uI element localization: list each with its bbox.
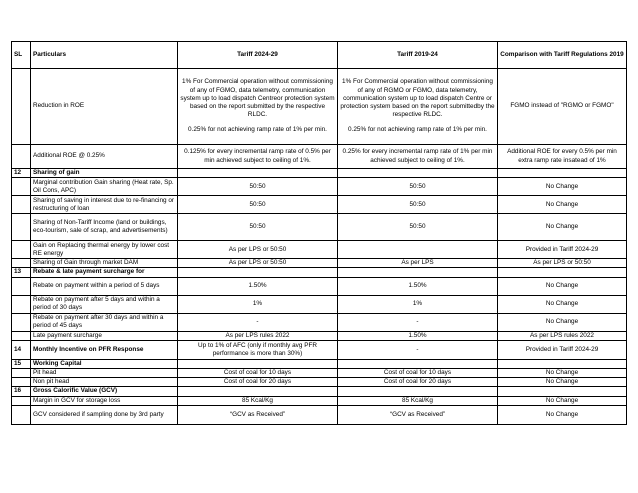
row-tariff-2019: 1.50%	[338, 331, 498, 340]
row-tariff-2024: As per LPS or 50:50	[178, 241, 338, 259]
row-tariff-2024: “GCV as Received”	[178, 405, 338, 424]
row-tariff-2024: Up to 1% of AFC (only if monthly avg PFR performance is more than 30%)	[178, 340, 338, 359]
section-number: 15	[12, 359, 31, 368]
roe-2019-ramp-text: 0.25% for not achieving ramp rate of 1% per min.	[348, 126, 487, 134]
section-row	[12, 359, 627, 368]
row-comparison: No Change	[498, 368, 627, 377]
table-row	[12, 295, 627, 313]
row-comparison: No Change	[498, 396, 627, 405]
row-tariff-2019: 85 Kcal/Kg	[338, 396, 498, 405]
row-particular: GCV considered if sampling done by 3rd party	[31, 405, 178, 424]
section-title: Working Capital	[31, 359, 178, 368]
header-comparison: Comparison with Tariff Regulations 2019	[498, 42, 627, 69]
section-row	[12, 268, 627, 277]
row-particular: Sharing of saving in interest due to re-financing or restructuring of loan	[31, 196, 178, 214]
row-tariff-2024: 85 Kcal/Kg	[178, 396, 338, 405]
row-tariff-2019: 50:50	[338, 214, 498, 241]
row-tariff-2019: -	[338, 313, 498, 331]
row-particular: Marginal contribution Gain sharing (Heat rate, Sp. Oil Cons, APC)	[31, 178, 178, 196]
row-comparison: No Change	[498, 378, 627, 387]
section-number: 13	[12, 268, 31, 277]
row-comparison: Provided in Tariff 2024-29	[498, 340, 627, 359]
table-row	[12, 145, 627, 169]
row-particular: Pit head	[31, 368, 178, 377]
row-tariff-2024: 1%	[178, 295, 338, 313]
row-tariff-2024: As per LPS or 50:50	[178, 259, 338, 268]
row-tariff-2019: 50:50	[338, 178, 498, 196]
row-particular: Late payment surcharge	[31, 331, 178, 340]
roe-2024-main-text: 1% For Commercial operation without commissioning of any of FGMO, data telemetry, communication system up to load dispatch Centreor protection system based on the report submitted by the respective RLDC.	[180, 78, 335, 119]
table-row	[12, 259, 627, 268]
row-comparison: No Change	[498, 178, 627, 196]
row-tariff-2024: As per LPS rules 2022	[178, 331, 338, 340]
row-tariff-2019: 0.25% for every incremental ramp rate of 1% per min achieved subject to ceiling of 1%.	[338, 145, 498, 169]
table-row	[12, 277, 627, 295]
table-row	[12, 241, 627, 259]
header-particulars: Particulars	[31, 42, 178, 69]
header-sl: SL	[12, 42, 31, 69]
table-row	[12, 331, 627, 340]
row-particular: Monthly Incentive on PFR Response	[31, 340, 178, 359]
section-row	[12, 169, 627, 178]
section-title: Sharing of gain	[31, 169, 178, 178]
row-tariff-2019: -	[338, 340, 498, 359]
row-particular: Rebate on payment after 5 days and within a period of 30 days	[31, 295, 178, 313]
row-comparison: No Change	[498, 214, 627, 241]
row-tariff-2024: 50:50	[178, 178, 338, 196]
row-tariff-2019: 50:50	[338, 196, 498, 214]
row-comparison: No Change	[498, 196, 627, 214]
row-particular: Sharing of Gain through market DAM	[31, 259, 178, 268]
row-particular: Additional ROE @ 0.25%	[31, 145, 178, 169]
section-title: Gross Calorific Value (GCV)	[31, 387, 178, 396]
row-tariff-2019: As per LPS	[338, 259, 498, 268]
row-tariff-2024: 50:50	[178, 214, 338, 241]
row-tariff-2019: Cost of coal for 20 days	[338, 378, 498, 387]
header-tariff-2019-24: Tariff 2019-24	[338, 42, 498, 69]
row-tariff-2019: “GCV as Received”	[338, 405, 498, 424]
row-particular: Margin in GCV for storage loss	[31, 396, 178, 405]
row-tariff-2019	[338, 69, 498, 145]
table-row	[12, 196, 627, 214]
row-tariff-2019	[338, 241, 498, 259]
row-comparison: No Change	[498, 405, 627, 424]
table-row	[12, 368, 627, 377]
section-title: Rebate & late payment surcharge for	[31, 268, 178, 277]
row-tariff-2019: Cost of coal for 10 days	[338, 368, 498, 377]
row-particular: Rebate on payment within a period of 5 days	[31, 277, 178, 295]
tariff-comparison-table	[11, 41, 627, 425]
table-row	[12, 405, 627, 424]
row-tariff-2024: -	[178, 313, 338, 331]
row-comparison: As per LPS rules 2022	[498, 331, 627, 340]
table-row	[12, 340, 627, 359]
row-comparison: Provided in Tariff 2024-29	[498, 241, 627, 259]
section-number: 16	[12, 387, 31, 396]
row-comparison: No Change	[498, 313, 627, 331]
row-tariff-2024: 50:50	[178, 196, 338, 214]
comparison-table-container	[11, 41, 627, 425]
row-comparison: Additional ROE for every 0.5% per min extra ramp rate insatead of 1%	[498, 145, 627, 169]
roe-2019-main-text: 1% For Commercial operation without commissioning of any of RGMO or FGMO, data telemetry, communication system up to load dispatch Centre or protection system based on the report submittedby the respective RLDC.	[340, 78, 495, 119]
row-tariff-2019: 1.50%	[338, 277, 498, 295]
section-row	[12, 387, 627, 396]
table-row	[12, 378, 627, 387]
row-particular: Rebate on payment after 30 days and within a period of 45 days	[31, 313, 178, 331]
table-row	[12, 396, 627, 405]
row-particular: Sharing of Non-Tariff Income (land or buildings, eco-tourism, sale of scrap, and advertisements)	[31, 214, 178, 241]
row-tariff-2024: Cost of coal for 20 days	[178, 378, 338, 387]
row-comparison: FGMO instead of "RGMO or FGMO"	[498, 69, 627, 145]
section-number: 12	[12, 169, 31, 178]
row-particular: Gain on Replacing thermal energy by lower cost RE energy	[31, 241, 178, 259]
roe-2024-ramp-text: 0.25% for not achieving ramp rate of 1% per min.	[188, 126, 327, 134]
table-row	[12, 214, 627, 241]
table-header-row	[12, 42, 627, 69]
row-comparison: No Change	[498, 295, 627, 313]
row-tariff-2019: 1%	[338, 295, 498, 313]
row-tariff-2024: Cost of coal for 10 days	[178, 368, 338, 377]
section-number: 14	[12, 340, 31, 359]
row-tariff-2024: 1.50%	[178, 277, 338, 295]
row-comparison: As per LPS or 50:50	[498, 259, 627, 268]
table-row	[12, 69, 627, 145]
row-tariff-2024: 0.125% for every incremental ramp rate of 0.5% per min achieved subject to ceiling of 1%.	[178, 145, 338, 169]
row-particular: Non pit head	[31, 378, 178, 387]
row-comparison: No Change	[498, 277, 627, 295]
row-tariff-2024	[178, 69, 338, 145]
table-row	[12, 178, 627, 196]
row-particular: Reduction in ROE	[31, 69, 178, 145]
table-row	[12, 313, 627, 331]
header-tariff-2024-29: Tariff 2024-29	[178, 42, 338, 69]
